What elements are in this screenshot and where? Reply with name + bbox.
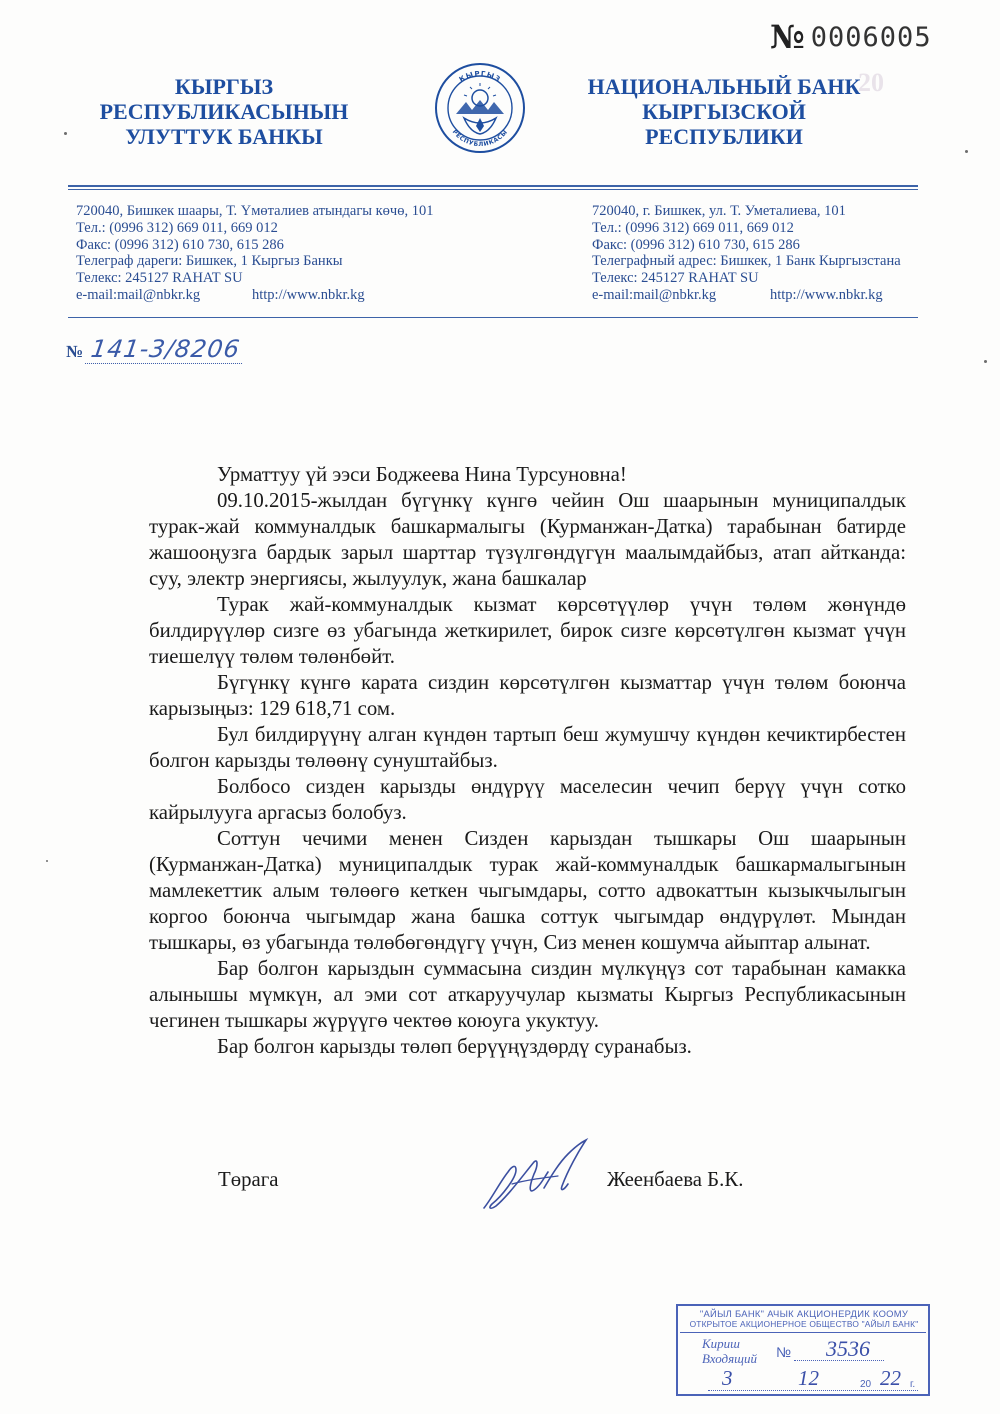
kyrgyz-state-emblem-icon [434,62,526,154]
scan-speck [965,150,968,153]
letter-paragraph: Соттун чечими менен Сизден карыздан тышкары Ош шаарынын (Курманжан-Датка) муниципалдык турак жай-коммуналдык башкармалыгынын мамлекеттик алым төлөөгө кеткен чыгымдары, сотто адвокаттын кызыкчылыгын коргоо боюнча чыгымдар жана башка соттук чыгымдар өндүрүлөт. Мындан тышкары, өз убагында төлөбөгөндүгү үчүн, Сиз менен кошумча айыптар алынат. [149,827,906,954]
handwritten-signature-icon [478,1138,610,1220]
letterhead-rule-bottom [68,317,918,318]
stamp-bank-name-kyrgyz: "АЙЫЛ БАНК" АЧЫК АКЦИОНЕРДИК КООМУ [699,1308,909,1319]
contact-telegraph: Телеграфный адрес: Бишкек, 1 Банк Кыргызстана [592,253,901,270]
stamp-year-suffix: г. [910,1379,916,1390]
contact-telex: Телекс: 245127 RAHAT SU [592,270,759,287]
scan-speck [46,860,48,862]
contact-phone: Тел.: (0996 312) 669 011, 669 012 [592,219,794,236]
contact-block-kyrgyz [76,203,466,304]
stamp-incoming-label-kyrgyz: Кириш [702,1336,740,1351]
letter-paragraph: Бүгүнкү күнгө карата сиздин көрсөтүлгөн кызматтар үчүн төлөм боюнча карызыңыз: 129 618,71 сом. [149,671,906,720]
letter-body [149,462,906,1060]
signatory-name: Жеенбаева Б.К. [607,1168,744,1191]
contact-email[interactable]: e-mail:mail@nbkr.kg [76,286,201,303]
stamp-registration-number: 3536 [826,1336,870,1361]
incoming-registration-stamp [676,1304,930,1396]
stamp-date-line [708,1390,918,1391]
contact-website[interactable]: http://www.nbkr.kg [252,286,365,303]
contact-fax: Факс: (0996 312) 610 730, 615 286 [76,236,284,253]
stamp-year: 22 [880,1366,901,1390]
contact-email-web-row [592,287,922,304]
letter-paragraph: 09.10.2015-жылдан бүгүнкү күнгө чейин Ош шаарынын муниципалдык турак-жай коммуналдык башкармалыгы (Курманжан-Датка) тарабынан батирде жашооңузга бардык зарыл шарттар түзүлгөндүгүн маалымдайбыз, атап айтканда: суу, электр энергиясы, жылуулук, жана башкалар [149,489,906,590]
letter-paragraph: Турак жай-коммуналдык кызмат көрсөтүүлөр үчүн төлөм жөнүндө билдирүүлөр сизге өз убагында жеткирилет, бирок сизге көрсөтүлгөн кызмат үчүн тиешелүү төлөм төлөнбөйт. [149,593,906,668]
letterhead-rule-top [68,185,918,187]
letterhead-line: УЛУТТУК БАНКЫ [125,124,323,149]
stamp-divider [680,1332,926,1333]
stamp-bank-name-russian: ОТКРЫТОЕ АКЦИОНЕРНОЕ ОБЩЕСТВО "АЙЫЛ БАНК" [689,1319,919,1329]
contact-email-web-row [76,287,466,304]
letter-paragraph: Бул билдирүүнү алган күндөн тартып беш жумушчу күндөн кечиктирбестен болгон карызды төлөөнү сунуштайбыз. [149,723,906,772]
letter-salutation: Урматтуу үй ээси Боджеева Нина Турсуновна! [217,463,627,486]
stamp-number-line [794,1360,884,1361]
contact-telex: Телекс: 245127 RAHAT SU [76,270,243,287]
contact-address: 720040, г. Бишкек, ул. Т. Уметалиева, 101 [592,203,846,219]
reference-label: № [66,342,84,361]
faint-bleed-mark: 20 [858,68,884,97]
letter-paragraph: Бар болгон карыздын суммасына сиздин мүлкүңүз сот тарабынан камакка алынышы мүмкүн, ал эми сот аткаруучулар кызматы Кыргыз Республикасынын чегинен тышкары жүрүүгө чектөө коюуга укуктуу. [149,957,906,1032]
letterhead-line: КЫРГЫЗСКОЙ [642,99,806,124]
letterhead-name-russian [574,74,874,149]
serial-number [770,18,932,56]
contact-fax: Факс: (0996 312) 610 730, 615 286 [592,236,800,253]
scan-speck [64,132,67,135]
reference-number: 141-3/8206 [85,335,246,364]
contact-telegraph: Телеграф дареги: Бишкек, 1 Кыргыз Банкы [76,253,343,270]
serial-number-value: 0006005 [810,21,932,53]
svg-text:КЫРГЫЗ [458,70,502,84]
letter-paragraph: Болбосо сизден карызды өндүрүү маселесин чечип берүү үчүн сотко кайрылууга аргасыз болобуз. [149,775,906,824]
letterhead-line: КЫРГЫЗ [174,74,274,99]
emblem-text-bottom: РЕСПУБЛИКАСЫ [450,128,510,149]
serial-no-sign: № [770,18,805,56]
letterhead-line: РЕСПУБЛИКАСЫНЫН [99,99,349,124]
letterhead-rule-top-thin [68,189,918,190]
contact-address: 720040, Бишкек шаары, Т. Үмөталиев атындагы көчө, 101 [76,203,434,219]
stamp-day: 3 [722,1366,733,1390]
contact-block-russian [592,203,922,304]
stamp-year-prefix: 20 [860,1379,872,1390]
contact-phone: Тел.: (0996 312) 669 011, 669 012 [76,219,278,236]
outgoing-reference [66,335,244,364]
emblem-text-top: КЫРГЫЗ [457,69,503,84]
letterhead-line: РЕСПУБЛИКИ [645,124,803,149]
scan-speck [984,360,987,363]
letterhead-line: НАЦИОНАЛЬНЫЙ БАНК [587,74,861,99]
stamp-incoming-label-russian: Входящий [702,1351,757,1366]
stamp-number-sign: № [776,1344,792,1360]
letter-paragraph: Бар болгон карызды төлөп берүүңүздөрдү суранабыз. [217,1035,692,1058]
contact-email[interactable]: e-mail:mail@nbkr.kg [592,286,717,303]
signatory-position: Төрага [218,1168,279,1191]
letterhead-name-kyrgyz [74,74,374,149]
contact-website[interactable]: http://www.nbkr.kg [770,286,883,303]
stamp-month: 12 [798,1366,819,1390]
